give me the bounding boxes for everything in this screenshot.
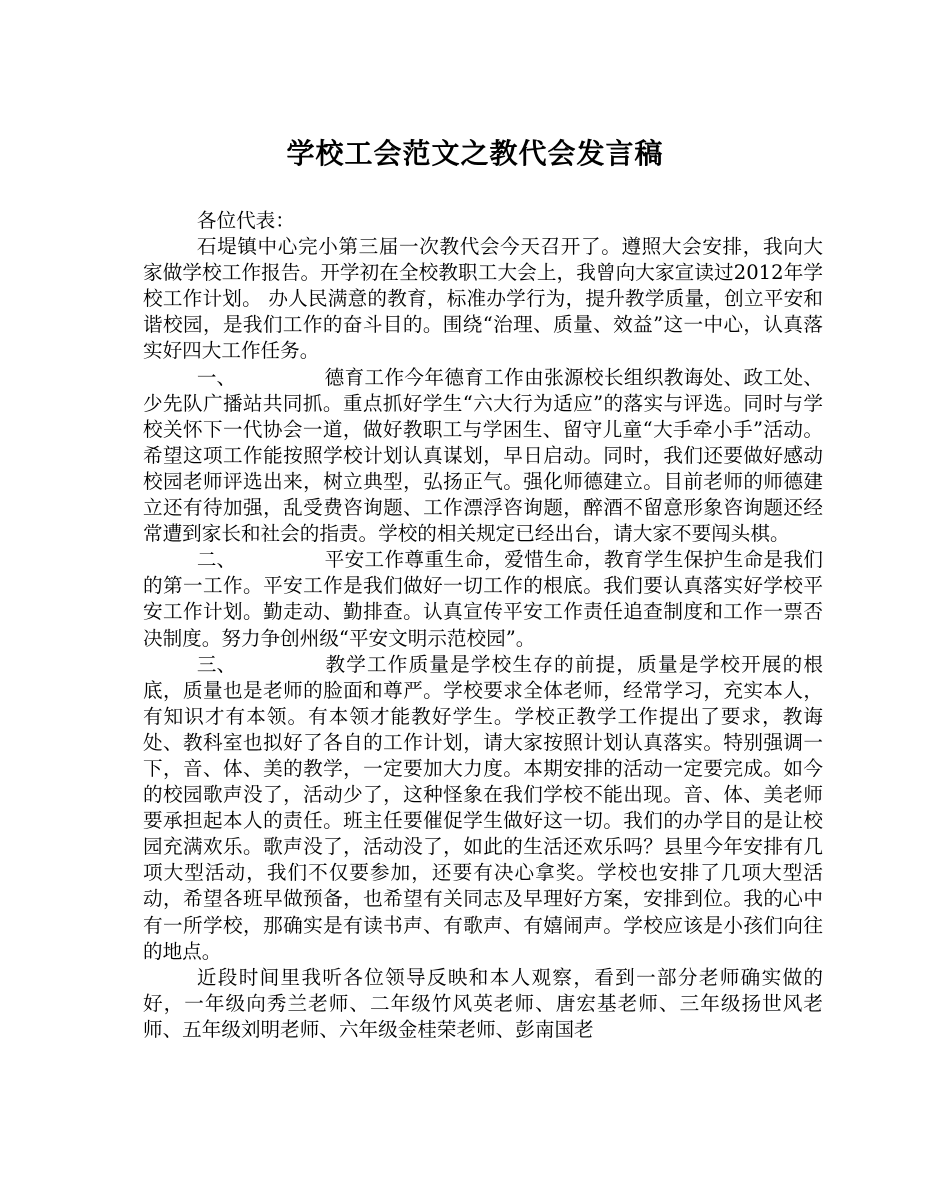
salutation: 各位代表： [196, 209, 295, 232]
section-text: 平安工作尊重生命，爱惜生命，教育学生保护生命是我们的第一工作。平安工作是我们做好一切工作的根底。我们要认真落实好学校平安工作计划。勤走动、勤排查。认真宣传平安工作责任追查制度和工作一票否决制度。努力争创州级“平安文明示范校园”。 [143, 548, 823, 650]
section-moral-education [143, 365, 823, 548]
document-body [143, 208, 823, 1043]
section-number: 一、 [196, 365, 237, 389]
section-safety [143, 547, 823, 651]
section-teaching [143, 652, 823, 965]
document-title: 学校工会范文之教代会发言稿 [286, 137, 664, 170]
section-text: 德育工作今年德育工作由张源校长组织教诲处、政工处、少先队广播站共同抓。重点抓好学生“六大行为适应”的落实与评选。同时与学校关怀下一代协会一道，做好教职工与学困生、留守儿童“大手牵小手”活动。希望这项工作能按照学校计划认真谋划，早日启动。同时，我们还要做好感动校园老师评选出来，树立典型，弘扬正气。强化师德建立。目前老师的师德建立还有待加强，乱受费咨询题、工作漂浮咨询题，醉酒不留意形象咨询题还经常遭到家长和社会的指责。学校的相关规定已经出台，请大家不要闯头棋。 [143, 365, 823, 546]
section-text: 教学工作质量是学校生存的前提，质量是学校开展的根底，质量也是老师的脸面和尊严。学校要求全体老师，经常学习，充实本人，有知识才有本领。有本领才能教好学生。学校正教学工作提出了要求，教诲处、教科室也拟好了各自的工作计划，请大家按照计划认真落实。特别强调一下，音、体、美的教学，一定要加大力度。本期安排的活动一定要完成。如今的校园歌声没了，活动少了，这种怪象在我们学校不能出现。音、体、美老师要承担起本人的责任。班主任要催促学生做好这一切。我们的办学目的是让校园充满欢乐。歌声没了，活动没了，如此的生活还欢乐吗？县里今年安排有几项大型活动，我们不仅要参加，还要有决心拿奖。学校也安排了几项大型活动，希望各班早做预备，也希望有关同志及早理好方案，安排到位。我的心中有一所学校，那确实是有读书声、有歌声、有嬉闹声。学校应该是小孩们向往的地点。 [143, 652, 823, 963]
paragraph-intro: 石堤镇中心完小第三届一次教代会今天召开了。遵照大会安排，我向大家做学校工作报告。开学初在全校教职工大会上，我曾向大家宣读过2012年学校工作计划。 办人民满意的教育，标准办学行为，提升教学质量，创立平安和谐校园，是我们工作的奋斗目的。围绕“治理、质量、效益”这一中心，认真落实好四大工作任务。 [143, 235, 823, 363]
section-number: 二、 [196, 548, 237, 572]
paragraph-observations: 近段时间里我听各位领导反映和本人观察，看到一部分老师确实做的好，一年级向秀兰老师、二年级竹风英老师、唐宏基老师、三年级扬世风老师、五年级刘明老师、六年级金桂荣老师、彭南国老 [143, 965, 823, 1041]
section-number: 三、 [196, 652, 237, 676]
